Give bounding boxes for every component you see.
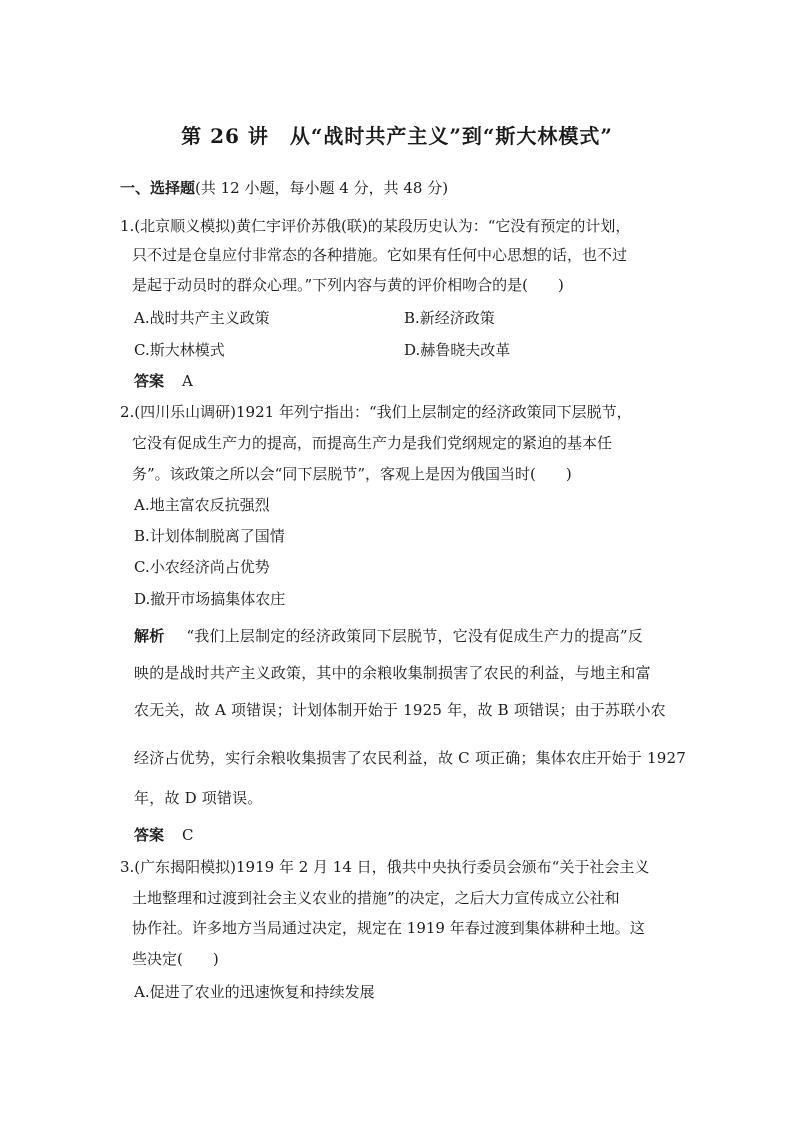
answer-label: 答案 — [134, 372, 165, 390]
question-3-line-3: 协作社。许多地方当局通过决定，规定在 1919 年春过渡到集体耕种土地。这 — [132, 919, 645, 937]
question-3-line-4: 些决定( ) — [132, 950, 219, 968]
answer-value: C — [182, 826, 194, 844]
question-2-line-2: 它没有促成生产力的提高，而提高生产力是我们党纲规定的紧迫的基本任 — [132, 434, 613, 452]
question-1-line-3: 是起于动员时的群众心理。”下列内容与黄的评价相吻合的是( ) — [132, 276, 564, 294]
question-2-answer — [134, 825, 194, 845]
question-3-line-2: 土地整理和过渡到社会主义农业的措施”的决定，之后大力宣传成立公社和 — [132, 889, 620, 907]
question-2-option-c: C.小农经济尚占优势 — [134, 558, 270, 576]
question-3-line-1: 3.(广东揭阳模拟)1919 年 2 月 14 日，俄共中央执行委员会颁布“关于社会主义 — [120, 858, 650, 876]
question-2-analysis-line-5: 年，故 D 项错误。 — [134, 789, 263, 807]
answer-label: 答案 — [134, 826, 165, 844]
question-1-option-b: B.新经济政策 — [404, 309, 495, 327]
analysis-text: “我们上层制定的经济政策同下层脱节，它没有促成生产力的提高”反 — [186, 627, 643, 645]
question-1-option-c: C.斯大林模式 — [134, 341, 225, 359]
question-2-analysis-line-3: 农无关，故 A 项错误；计划体制开始于 1925 年，故 B 项错误；由于苏联小农 — [134, 701, 666, 719]
question-1-option-d: D.赫鲁晓夫改革 — [404, 341, 511, 359]
question-2-analysis-line-2: 映的是战时共产主义政策，其中的余粮收集制损害了农民的利益，与地主和富 — [134, 664, 651, 682]
section-heading — [120, 178, 448, 198]
question-3-option-a: A.促进了农业的迅速恢复和持续发展 — [134, 983, 375, 1001]
question-2-option-a: A.地主富农反抗强烈 — [134, 496, 270, 514]
question-1-option-a: A.战时共产主义政策 — [134, 309, 270, 327]
answer-value: A — [182, 372, 193, 390]
analysis-label: 解析 — [134, 627, 165, 645]
section-label: 一、选择题 — [120, 179, 196, 197]
page-title: 第 26 讲 从“战时共产主义”到“斯大林模式” — [181, 124, 613, 148]
question-1-answer — [134, 371, 193, 391]
question-2-line-1: 2.(四川乐山调研)1921 年列宁指出：“我们上层制定的经济政策同下层脱节， — [120, 403, 632, 421]
question-1-line-1: 1.(北京顺义模拟)黄仁宇评价苏俄(联)的某段历史认为：“它没有预定的计划， — [120, 217, 631, 235]
question-2-line-3: 务”。该政策之所以会“同下层脱节”，客观上是因为俄国当时( ) — [132, 465, 572, 483]
question-1-line-2: 只不过是仓皇应付非常态的各种措施。它如果有任何中心思想的话，也不过 — [132, 246, 628, 264]
question-2-option-d: D.撤开市场搞集体农庄 — [134, 590, 286, 608]
question-2-analysis-line-1 — [134, 626, 643, 646]
question-2-analysis-line-4: 经济占优势，实行余粮收集损害了农民利益，故 C 项正确；集体农庄开始于 1927 — [134, 749, 686, 767]
section-info: (共 12 小题，每小题 4 分，共 48 分) — [195, 179, 449, 197]
question-2-option-b: B.计划体制脱离了国情 — [134, 527, 285, 545]
